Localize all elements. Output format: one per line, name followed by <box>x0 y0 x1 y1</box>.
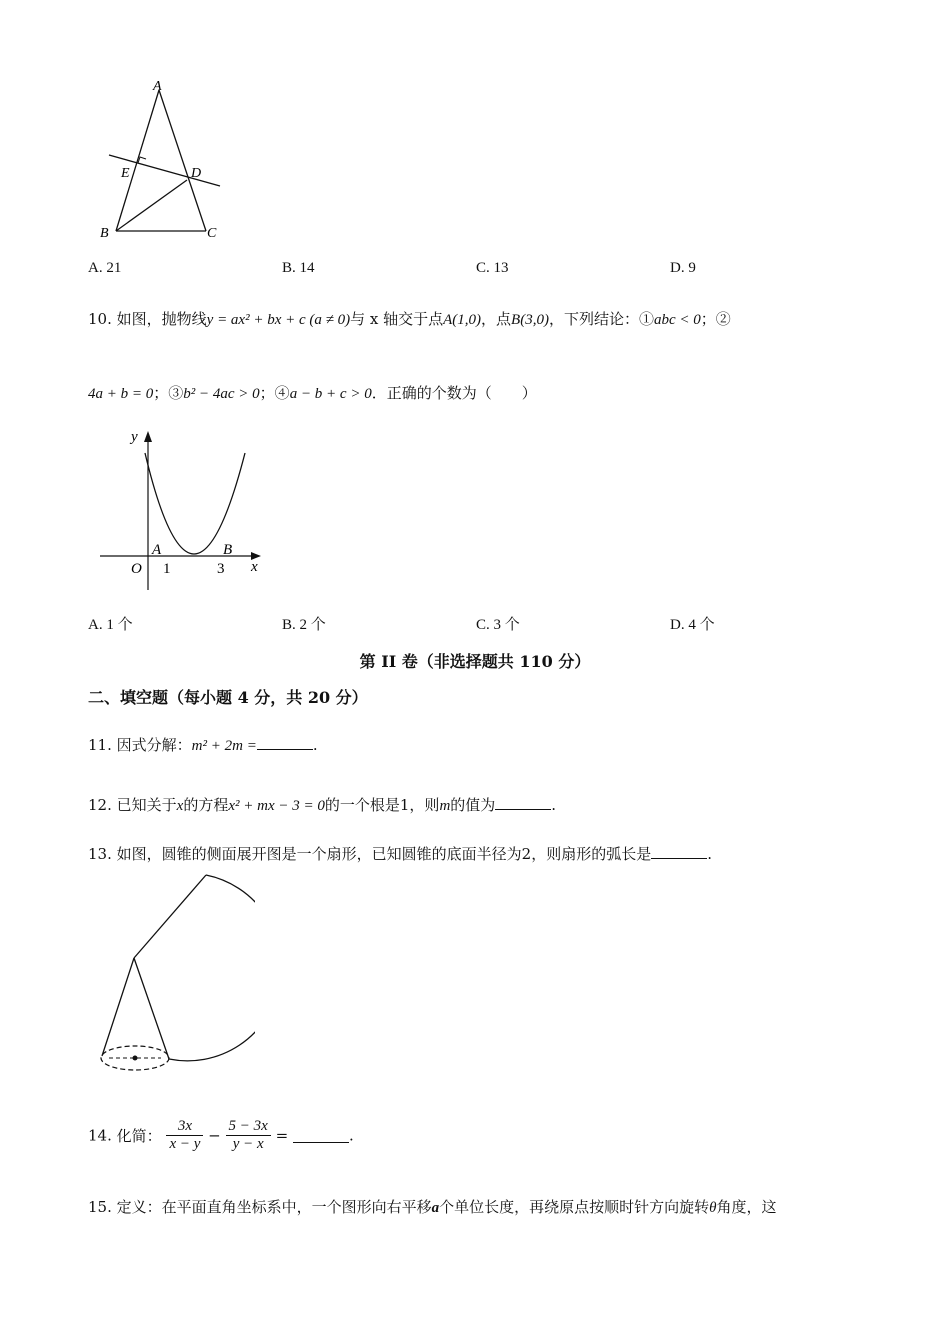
label-D: D <box>191 166 202 181</box>
q10-end: ．正确的个数为（ ） <box>371 384 537 402</box>
q12-end: 的值为 <box>450 796 496 814</box>
q11-answer-blank[interactable] <box>257 735 313 750</box>
q12-pre: 已知关于 <box>116 796 177 814</box>
q12-mid2: 的一个根是 <box>324 796 400 814</box>
q10-number: 10. <box>88 310 112 328</box>
label-A: A <box>153 79 162 94</box>
q14-text: 化简： <box>116 1127 162 1145</box>
q12-root: 1 <box>399 796 410 814</box>
q12-m: m <box>439 798 451 814</box>
q15-theta: θ <box>709 1200 717 1216</box>
q12-x: x <box>176 798 184 814</box>
q10-intro: 如图，抛物线 <box>116 310 207 328</box>
q9-option-d[interactable]: D. 9 <box>670 260 696 276</box>
label-C: C <box>207 226 217 241</box>
q10-sep-3: ；④ <box>259 384 290 402</box>
q14-dot: . <box>348 1126 354 1145</box>
q12-dot: . <box>551 796 557 814</box>
q9-option-b[interactable]: B. 14 <box>282 260 315 276</box>
triangle-figure <box>95 75 235 245</box>
q15-text: 定义：在平面直角坐标系中，一个图形向右平移 <box>116 1198 432 1216</box>
q10-option-b[interactable]: B. 2 个 <box>282 617 326 633</box>
q10-conclusion-1: abc < 0 <box>653 312 701 328</box>
q14-answer-blank[interactable] <box>293 1128 349 1143</box>
q10-tail: ，下列结论：① <box>548 310 654 328</box>
q10-pointb-pre: ，点 <box>481 310 512 328</box>
tick-label-3: 3 <box>217 561 225 577</box>
q10-conclusion-4: a − b + c > 0 <box>289 386 372 402</box>
q14-fraction-2-numerator: 5 − 3x <box>226 1118 271 1136</box>
axis-label-x: x <box>251 559 258 575</box>
q11-expression: m² + 2m = <box>191 738 257 754</box>
tick-label-1: 1 <box>163 561 171 577</box>
q14-fraction-1-denominator: x − y <box>169 1136 201 1152</box>
q15 <box>88 1196 777 1217</box>
q15-number: 15. <box>88 1198 112 1216</box>
q13-number: 13. <box>88 845 112 863</box>
q10-sep-1: ；② <box>700 310 731 328</box>
q10-conclusion-2: 4a + b = 0 <box>88 386 154 402</box>
axis-label-y: y <box>131 429 138 445</box>
q13-radius: 2 <box>521 845 532 863</box>
q13-text: 如图，圆锥的侧面展开图是一个扇形，已知圆锥的底面半径为 <box>116 845 522 863</box>
q10-sep-2: ；③ <box>153 384 184 402</box>
q10-option-c[interactable]: C. 3 个 <box>476 617 520 633</box>
label-B: B <box>100 226 109 241</box>
q11 <box>88 734 318 755</box>
q12 <box>88 794 556 815</box>
q14-fraction-2-denominator: y − x <box>232 1136 264 1152</box>
q11-text: 因式分解： <box>116 736 192 754</box>
q12-equation: x² + mx − 3 = 0 <box>228 798 325 814</box>
q13-dot: . <box>707 845 712 863</box>
q12-answer-blank[interactable] <box>495 795 551 810</box>
q13-answer-blank[interactable] <box>651 844 707 859</box>
label-point-a: A <box>152 542 162 558</box>
label-origin: O <box>131 561 142 577</box>
cone-sector-figure <box>95 868 255 1078</box>
q10-point-b: B(3,0) <box>511 312 549 328</box>
q14-number: 14. <box>88 1126 112 1145</box>
q9-option-c[interactable]: C. 13 <box>476 260 509 276</box>
q15-text2: 个单位长度，再绕原点按顺时针方向旋转 <box>439 1198 710 1216</box>
q11-end: . <box>312 736 318 754</box>
q15-a: a <box>431 1200 440 1216</box>
q15-text3: 角度，这 <box>716 1198 777 1216</box>
q10-equation: y = ax² + bx + c (a ≠ 0) <box>206 312 351 328</box>
q14-equals: = <box>275 1126 289 1145</box>
q10-option-a[interactable]: A. 1 个 <box>88 617 133 633</box>
parabola-figure <box>95 425 270 595</box>
q12-number: 12. <box>88 796 112 814</box>
q10-point-a: A(1,0) <box>443 312 482 328</box>
label-point-b: B <box>223 542 233 558</box>
q14-fraction-2 <box>226 1118 271 1153</box>
q14-minus: − <box>208 1126 221 1145</box>
q12-mid: 的方程 <box>183 796 229 814</box>
q12-mid3: ，则 <box>409 796 440 814</box>
part-2-heading: 二、填空题（每小题 4 分，共 20 分） <box>88 688 368 707</box>
q10-mid: 与 x 轴交于点 <box>350 310 444 328</box>
q10-conclusion-3: b² − 4ac > 0 <box>183 386 260 402</box>
q13-text2: ，则扇形的弧长是 <box>531 845 652 863</box>
q13 <box>88 843 712 864</box>
q14 <box>88 1118 354 1153</box>
q14-fraction-1 <box>166 1118 203 1153</box>
q11-number: 11. <box>88 736 112 754</box>
q9-option-a[interactable]: A. 21 <box>88 260 122 276</box>
q10-line-1 <box>88 308 731 329</box>
q14-fraction-1-numerator: 3x <box>166 1118 203 1136</box>
q10-line-2 <box>88 382 537 403</box>
q10-option-d[interactable]: D. 4 个 <box>670 617 715 633</box>
label-E: E <box>121 166 130 181</box>
section-2-title: 第 II 卷（非选择题共 110 分） <box>359 652 591 671</box>
